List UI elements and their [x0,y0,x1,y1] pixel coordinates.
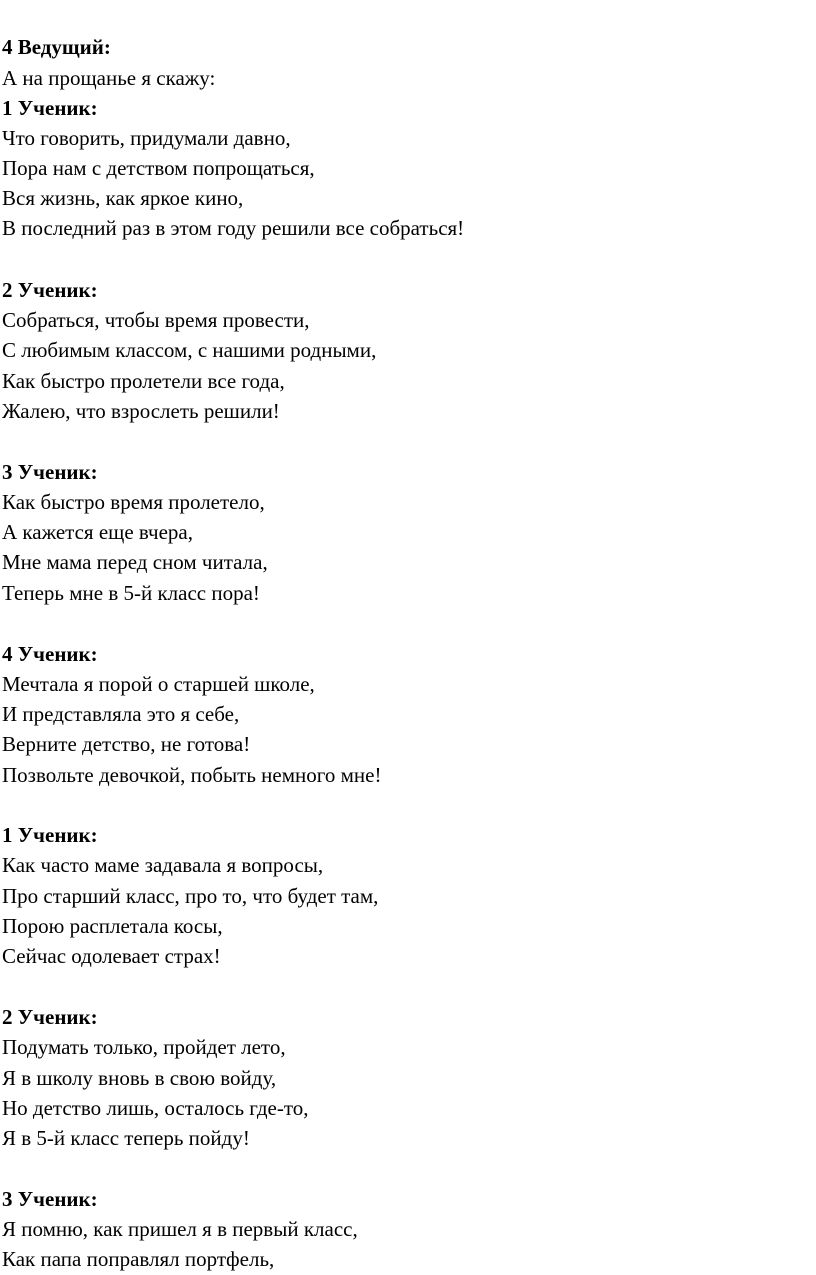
verse-line: Пора нам с детством попрощаться, [2,156,315,180]
verse-line: Вся жизнь, как яркое кино, [2,186,244,210]
verse-line: Мне мама перед сном читала, [2,550,268,574]
verse-line: Порою расплетала косы, [2,914,223,938]
speaker-label: 1 Ученик: [2,823,98,847]
verse-line: Как быстро время пролетело, [2,490,265,514]
verse-line: Как папа поправлял портфель, [2,1247,275,1271]
verse-line: С любимым классом, с нашими родными, [2,338,377,362]
verse-line: Как часто маме задавала я вопросы, [2,853,324,877]
verse-line: Собраться, чтобы время провести, [2,308,310,332]
speaker-label: 3 Ученик: [2,1187,98,1211]
verse-line: Жалею, что взрослеть решили! [2,399,280,423]
verse-line: Теперь мне в 5-й класс пора! [2,581,260,605]
verse-line: В последний раз в этом году решили все собраться! [2,216,465,240]
verse-line: А кажется еще вчера, [2,520,193,544]
verse-line: И представляла это я себе, [2,702,240,726]
speaker-label: 2 Ученик: [2,278,98,302]
verse-line: Я в школу вновь в свою войду, [2,1066,277,1090]
verse-line: Я помню, как пришел я в первый класс, [2,1217,358,1241]
verse-line: Что говорить, придумали давно, [2,126,291,150]
speaker-label: 1 Ученик: [2,96,98,120]
verse-line: Как быстро пролетели все года, [2,369,285,393]
verse-line: Подумать только, пройдет лето, [2,1035,286,1059]
verse-line: Мечтала я порой о старшей школе, [2,672,315,696]
verse-line: Я в 5-й класс теперь пойду! [2,1126,250,1150]
speaker-label: 4 Ученик: [2,642,98,666]
verse-line: Позвольте девочкой, побыть немного мне! [2,763,382,787]
verse-line: Верните детство, не готова! [2,732,251,756]
verse-line: Про старший класс, про то, что будет там, [2,884,379,908]
speaker-label: 2 Ученик: [2,1005,98,1029]
speaker-label: 4 Ведущий: [2,35,111,59]
verse-line: Сейчас одолевает страх! [2,944,221,968]
verse-line: Но детство лишь, осталось где-то, [2,1096,309,1120]
verse-line: А на прощанье я скажу: [2,66,216,90]
speaker-label: 3 Ученик: [2,460,98,484]
